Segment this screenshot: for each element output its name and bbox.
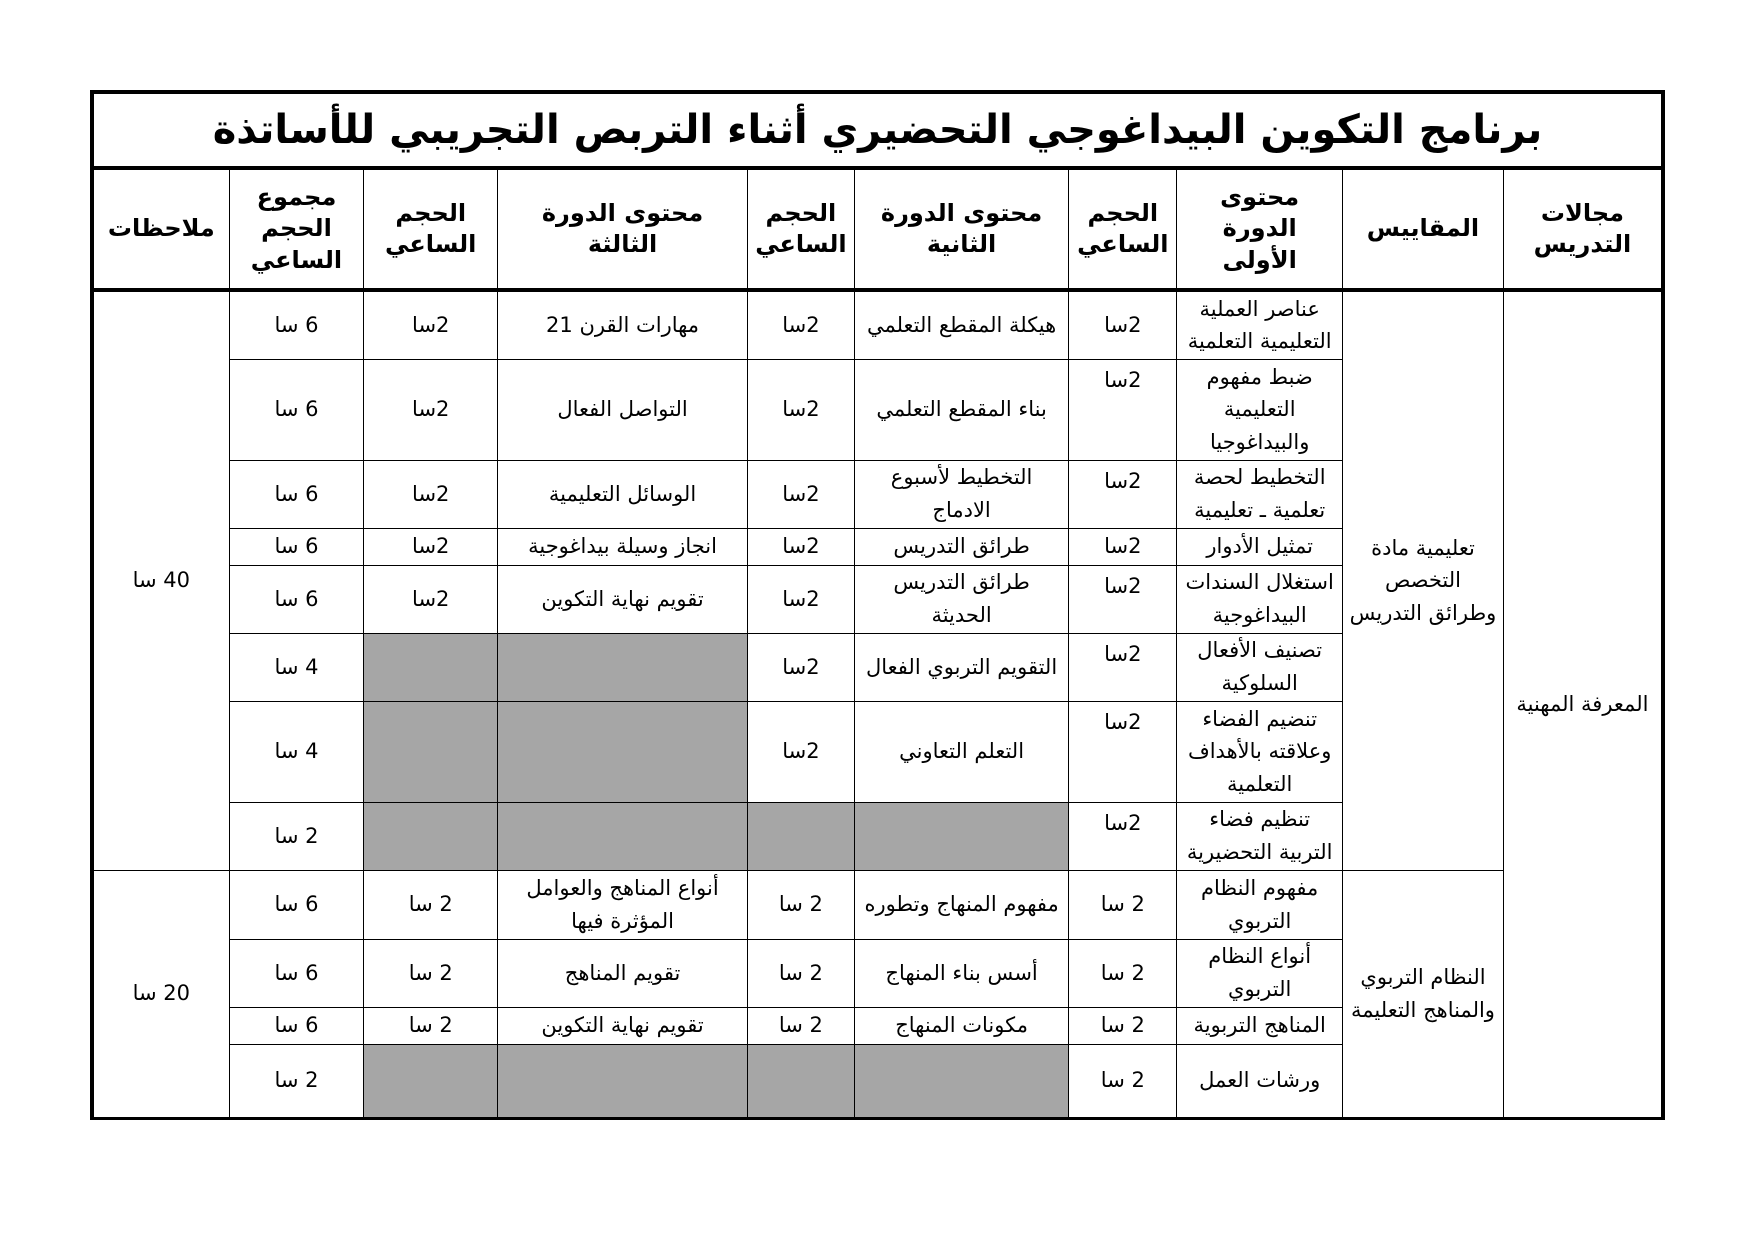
header-total-hours: مجموع الحجم الساعي <box>229 168 364 290</box>
hours-session-1: 2سا <box>1069 802 1177 870</box>
hours-session-2: 2سا <box>747 528 854 565</box>
content-session-2: هيكلة المقطع التعلمي <box>854 290 1069 359</box>
content-session-2: بناء المقطع التعلمي <box>854 359 1069 460</box>
header-content-session-3: محتوى الدورة الثالثة <box>498 168 748 290</box>
content-session-3: تقويم المناهج <box>498 939 748 1007</box>
total-hours: 6 سا <box>229 565 364 633</box>
content-session-3: التواصل الفعال <box>498 359 748 460</box>
hours-session-2: 2سا <box>747 565 854 633</box>
empty-shaded-cell <box>364 802 498 870</box>
hours-session-2: 2سا <box>747 460 854 528</box>
hours-session-3: 2سا <box>364 565 498 633</box>
domain-cell: المعرفة المهنية <box>1503 290 1663 1118</box>
content-session-2: التخطيط لأسبوع الادماج <box>854 460 1069 528</box>
empty-shaded-cell <box>364 701 498 802</box>
module-cell: تعليمية مادة التخصص وطرائق التدريس <box>1343 290 1504 870</box>
content-session-1: أنواع النظام التربوي <box>1177 939 1343 1007</box>
content-session-2: التعلم التعاوني <box>854 701 1069 802</box>
empty-shaded-cell <box>364 1044 498 1118</box>
total-hours: 4 سا <box>229 701 364 802</box>
content-session-1: عناصر العملية التعليمية التعلمية <box>1177 290 1343 359</box>
content-session-3: انجاز وسيلة بيداغوجية <box>498 528 748 565</box>
total-hours: 4 سا <box>229 633 364 701</box>
content-session-1: تنظيم فضاء التربية التحضيرية <box>1177 802 1343 870</box>
table-row <box>92 870 1663 939</box>
content-session-3: تقويم نهاية التكوين <box>498 1007 748 1044</box>
hours-session-2: 2سا <box>747 633 854 701</box>
hours-session-2: 2 سا <box>747 870 854 939</box>
hours-session-3: 2 سا <box>364 870 498 939</box>
hours-session-1: 2سا <box>1069 528 1177 565</box>
header-hours-session-3: الحجم الساعي <box>364 168 498 290</box>
hours-session-2: 2سا <box>747 290 854 359</box>
content-session-1: ورشات العمل <box>1177 1044 1343 1118</box>
hours-session-3: 2سا <box>364 460 498 528</box>
hours-session-2: 2سا <box>747 701 854 802</box>
hours-session-1: 2 سا <box>1069 1007 1177 1044</box>
header-domains: مجالات التدريس <box>1503 168 1663 290</box>
empty-shaded-cell <box>498 701 748 802</box>
program-table <box>90 90 1665 1120</box>
total-hours: 6 سا <box>229 359 364 460</box>
hours-session-1: 2سا <box>1069 460 1177 528</box>
hours-session-3: 2 سا <box>364 1007 498 1044</box>
content-session-2: مفهوم المنهاج وتطوره <box>854 870 1069 939</box>
total-hours: 6 سا <box>229 939 364 1007</box>
header-notes: ملاحظات <box>92 168 229 290</box>
total-hours: 6 سا <box>229 870 364 939</box>
content-session-1: مفهوم النظام التربوي <box>1177 870 1343 939</box>
total-hours: 2 سا <box>229 1044 364 1118</box>
content-session-1: التخطيط لحصة تعلمية ـ تعليمية <box>1177 460 1343 528</box>
content-session-3: الوسائل التعليمية <box>498 460 748 528</box>
header-content-session-1: محتوى الدورة الأولى <box>1177 168 1343 290</box>
empty-shaded-cell <box>364 633 498 701</box>
hours-session-3: 2سا <box>364 359 498 460</box>
header-modules: المقاييس <box>1343 168 1504 290</box>
empty-shaded-cell <box>498 802 748 870</box>
total-hours: 6 سا <box>229 1007 364 1044</box>
empty-shaded-cell <box>498 1044 748 1118</box>
total-hours: 6 سا <box>229 528 364 565</box>
hours-session-2: 2 سا <box>747 939 854 1007</box>
content-session-2: أسس بناء المنهاج <box>854 939 1069 1007</box>
header-hours-session-1: الحجم الساعي <box>1069 168 1177 290</box>
hours-session-1: 2 سا <box>1069 870 1177 939</box>
total-hours: 6 سا <box>229 460 364 528</box>
notes-cell: 40 سا <box>92 290 229 870</box>
total-hours: 2 سا <box>229 802 364 870</box>
total-hours: 6 سا <box>229 290 364 359</box>
hours-session-1: 2سا <box>1069 701 1177 802</box>
header-hours-session-2: الحجم الساعي <box>747 168 854 290</box>
hours-session-3: 2 سا <box>364 939 498 1007</box>
hours-session-3: 2سا <box>364 290 498 359</box>
content-session-3: مهارات القرن 21 <box>498 290 748 359</box>
content-session-1: ضبط مفهوم التعليمية والبيداغوجيا <box>1177 359 1343 460</box>
content-session-1: تصنيف الأفعال السلوكية <box>1177 633 1343 701</box>
hours-session-3: 2سا <box>364 528 498 565</box>
program-document <box>90 90 1665 1120</box>
content-session-3: أنواع المناهج والعوامل المؤثرة فيها <box>498 870 748 939</box>
hours-session-1: 2سا <box>1069 290 1177 359</box>
content-session-3: تقويم نهاية التكوين <box>498 565 748 633</box>
content-session-2: طرائق التدريس <box>854 528 1069 565</box>
content-session-1: المناهج التربوية <box>1177 1007 1343 1044</box>
hours-session-1: 2 سا <box>1069 1044 1177 1118</box>
content-session-2: التقويم التربوي الفعال <box>854 633 1069 701</box>
content-session-2: مكونات المنهاج <box>854 1007 1069 1044</box>
hours-session-1: 2سا <box>1069 359 1177 460</box>
empty-shaded-cell <box>854 1044 1069 1118</box>
header-content-session-2: محتوى الدورة الثانية <box>854 168 1069 290</box>
empty-shaded-cell <box>854 802 1069 870</box>
module-cell: النظام التربوي والمناهج التعليمة <box>1343 870 1504 1118</box>
hours-session-1: 2 سا <box>1069 939 1177 1007</box>
empty-shaded-cell <box>747 1044 854 1118</box>
content-session-2: طرائق التدريس الحديثة <box>854 565 1069 633</box>
hours-session-2: 2سا <box>747 359 854 460</box>
content-session-1: استغلال السندات البيداغوجية <box>1177 565 1343 633</box>
document-title: برنامج التكوين البيداغوجي التحضيري أثناء التربص التجريبي للأساتذة <box>92 92 1663 168</box>
hours-session-1: 2سا <box>1069 633 1177 701</box>
notes-cell: 20 سا <box>92 870 229 1118</box>
hours-session-2: 2 سا <box>747 1007 854 1044</box>
empty-shaded-cell <box>498 633 748 701</box>
empty-shaded-cell <box>747 802 854 870</box>
hours-session-1: 2سا <box>1069 565 1177 633</box>
table-row <box>92 290 1663 359</box>
content-session-1: تنضيم الفضاء وعلاقته بالأهداف التعلمية <box>1177 701 1343 802</box>
content-session-1: تمثيل الأدوار <box>1177 528 1343 565</box>
